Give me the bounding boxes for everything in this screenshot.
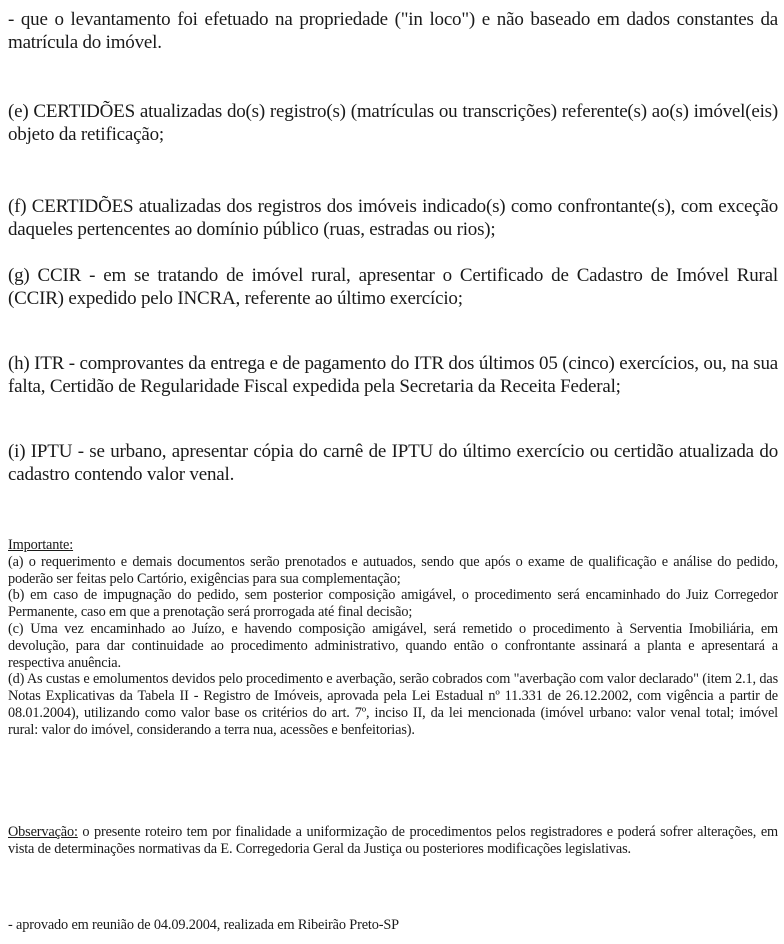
item-f-text: (f) CERTIDÕES atualizadas dos registros dos imóveis indicado(s) como confrontante(s), com exceção daqueles pertencentes ao domínio público (ruas, estradas ou rios); xyxy=(8,196,778,240)
requirement-e xyxy=(8,100,778,146)
requirement-f xyxy=(8,195,778,241)
requirement-g xyxy=(8,264,778,310)
item-i-text: (i) IPTU - se urbano, apresentar cópia do carnê de IPTU do último exercício ou certidão atualizada do cadastro contendo valor venal. xyxy=(8,441,778,485)
requirement-i xyxy=(8,440,778,486)
approval-text: - aprovado em reunião de 04.09.2004, realizada em Ribeirão Preto-SP xyxy=(8,917,399,933)
important-item-d: (d) As custas e emolumentos devidos pelo procedimento e averbação, serão cobrados com "averbação com valor declarado" (item 2.1, das Notas Explicativas da Tabela II - Registro de Imóveis, aprovada pela Lei Estadual nº 11.331 de 26.12.2002, com vigência a partir de 08.01.2004), utilizando como valor base os critérios do art. 7º, inciso II, da lei mencionada (imóvel urbano: valor venal total; imóvel rural: valor do imóvel, considerando a terra nua, acessões e benfeitorias). xyxy=(8,671,778,738)
approval-note xyxy=(8,917,778,934)
important-item-a: (a) o requerimento e demais documentos serão prenotados e autuados, sendo que após o exame de qualificação e análise do pedido, poderão ser feitas pelo Cartório, exigências para sua complementação; xyxy=(8,553,778,587)
item-g-text: (g) CCIR - em se tratando de imóvel rural, apresentar o Certificado de Cadastro de Imóvel Rural (CCIR) expedido pelo INCRA, referente ao último exercício; xyxy=(8,265,778,309)
intro-text: - que o levantamento foi efetuado na propriedade ("in loco") e não baseado em dados constantes da matrícula do imóvel. xyxy=(8,9,778,53)
important-section xyxy=(8,537,778,739)
observation-section xyxy=(8,824,778,858)
important-heading: Importante: xyxy=(8,537,74,553)
requirement-h xyxy=(8,352,778,398)
important-item-b: (b) em caso de impugnação do pedido, sem posterior composição amigável, o procedimento será encaminhado do Juiz Corregedor Permanente, caso em que a prenotação será prorrogada até final decisão; xyxy=(8,587,778,621)
item-e-text: (e) CERTIDÕES atualizadas do(s) registro(s) (matrículas ou transcrições) referente(s) ao(s) imóvel(eis) objeto da retificação; xyxy=(8,101,778,145)
important-item-c: (c) Uma vez encaminhado ao Juízo, e havendo composição amigável, será remetido o procedimento à Serventia Imobiliária, em devolução, para dar continuidade ao procedimento administrativo, quando então o confrontante assinará a planta e apresentará a respectiva anuência. xyxy=(8,620,778,671)
requirement-intro xyxy=(8,8,778,54)
item-h-text: (h) ITR - comprovantes da entrega e de pagamento do ITR dos últimos 05 (cinco) exercícios, ou, na sua falta, Certidão de Regularidade Fiscal expedida pela Secretaria da Receita Federal; xyxy=(8,353,778,397)
observation-label: Observação: xyxy=(8,824,78,840)
observation-text: o presente roteiro tem por finalidade a uniformização de procedimentos pelos registradores e poderá sofrer alterações, em vista de determinações normativas da E. Corregedoria Geral da Justiça ou posteriores modificações legislativas. xyxy=(8,824,778,857)
